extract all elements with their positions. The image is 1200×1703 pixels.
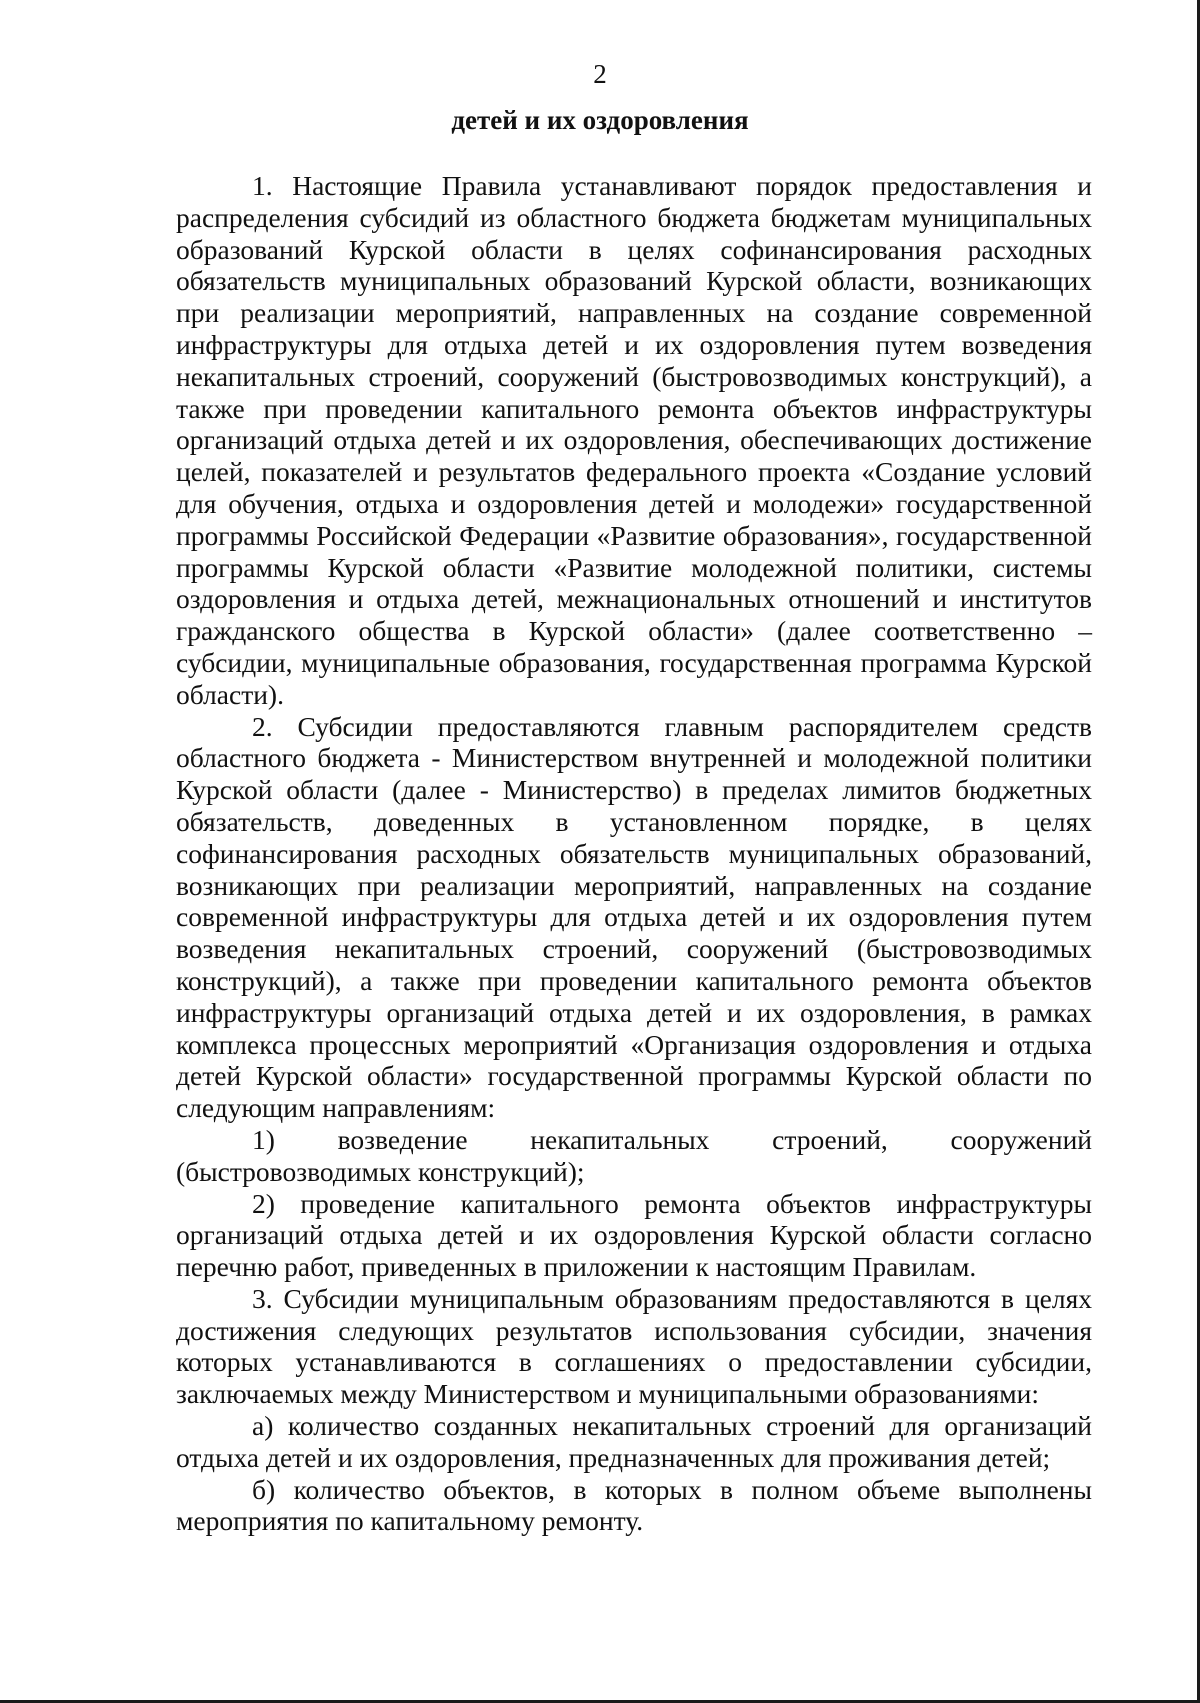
- paragraph-3: 3. Субсидии муниципальным образованиям предоставляются в целях достижения следующих результатов использования субсидии, значения которых устанавливаются в соглашениях о предоставлении субсидии, заключаемых между Министерством и муниципальными образованиями:: [176, 1282, 1092, 1410]
- paragraph-3-item-b: б) количество объектов, в которых в полном объеме выполнены мероприятия по капитальному ремонту.: [176, 1473, 1092, 1537]
- paragraph-3-item-a: а) количество созданных некапитальных строений для организаций отдыха детей и их оздоровления, предназначенных для проживания детей;: [176, 1410, 1092, 1473]
- paragraph-1: 1. Настоящие Правила устанавливают порядок предоставления и распределения субсидий из областного бюджета бюджетам муниципальных образований Курской области в целях софинансирования расходных обязательств муниципальных образований Курской области, возникающих при реализации мероприятий, направленных на создание современной инфраструктуры для отдыха детей и их оздоровления путем возведения некапитальных строений, сооружений (быстровозводимых конструкций), а также при проведении капитального ремонта объектов инфраструктуры организаций отдыха детей и их оздоровления, обеспечивающих достижение целей, показателей и результатов федерального проекта «Создание условий для обучения, отдыха и оздоровления детей и молодежи» государственной программы Российской Федерации «Развитие образования», государственной программы Курской области «Развитие молодежной политики, системы оздоровления и отдыха детей, межнациональных отношений и институтов гражданского общества в Курской области» (далее соответственно – субсидии, муниципальные образования, государственная программа Курской области).: [176, 170, 1092, 710]
- page-number: 2: [593, 59, 607, 89]
- document-heading: детей и их оздоровления: [451, 105, 749, 135]
- document-body: [176, 170, 1092, 1537]
- paragraph-2-item-2: 2) проведение капитального ремонта объектов инфраструктуры организаций отдыха детей и их оздоровления Курской области согласно перечню работ, приведенных в приложении к настоящим Правилам.: [176, 1187, 1092, 1283]
- paragraph-2-item-1: 1) возведение некапитальных строений, сооружений (быстровозводимых конструкций);: [176, 1123, 1092, 1187]
- paragraph-2: 2. Субсидии предоставляются главным распорядителем средств областного бюджета - Министерством внутренней и молодежной политики Курской области (далее - Министерство) в пределах лимитов бюджетных обязательств, доведенных в установленном порядке, в целях софинансирования расходных обязательств муниципальных образований, возникающих при реализации мероприятий, направленных на создание современной инфраструктуры для отдыха детей и их оздоровления путем возведения некапитальных строений, сооружений (быстровозводимых конструкций), а также при проведении капитального ремонта объектов инфраструктуры организаций отдыха детей и их оздоровления, в рамках комплекса процессных мероприятий «Организация оздоровления и отдыха детей Курской области» государственной программы Курской области по следующим направлениям:: [176, 710, 1092, 1124]
